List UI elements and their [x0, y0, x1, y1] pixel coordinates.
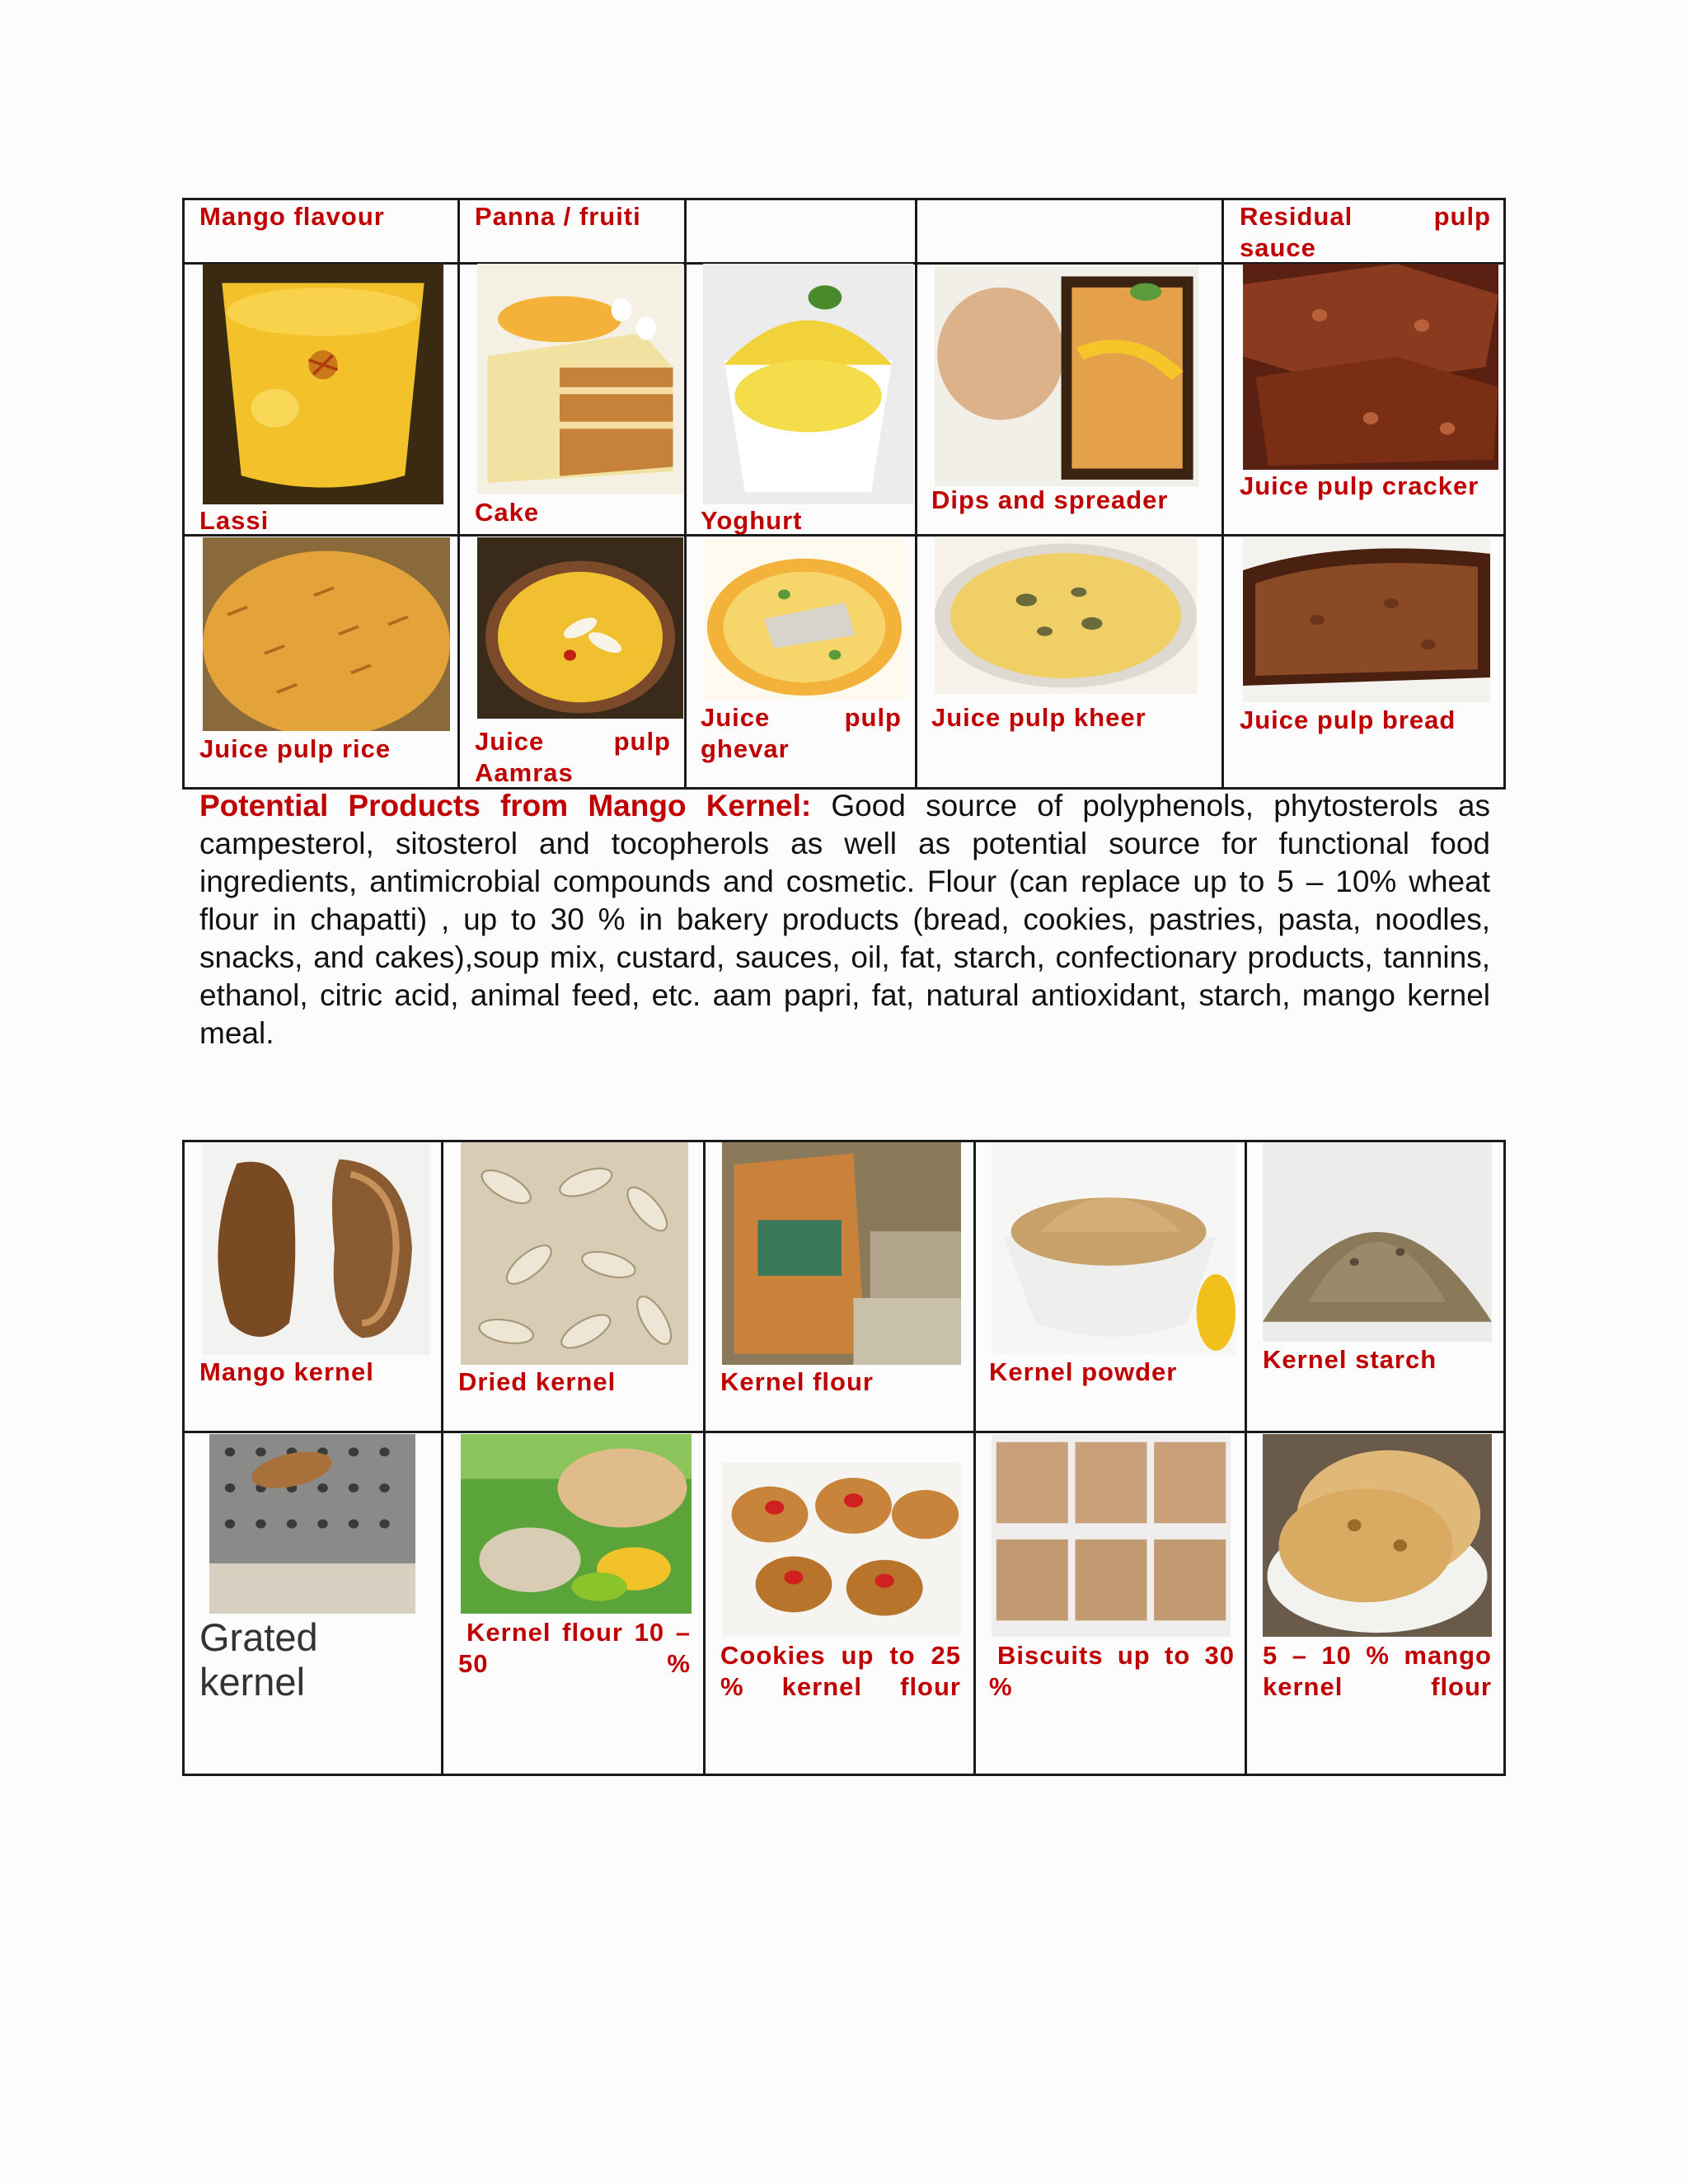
bottom-table-border-bottom [182, 1774, 1506, 1776]
lassi-photo [203, 264, 443, 504]
kernel-description [199, 787, 1490, 1052]
caption-kernel-starch: Kernel starch [1263, 1345, 1437, 1374]
bottom-table-col-divider [441, 1140, 443, 1776]
caption-yoghurt: Yoghurt [701, 506, 803, 535]
bread-photo [1243, 537, 1490, 702]
top-table-col-divider [684, 198, 687, 790]
caption-juice-pulp-cracker: Juice pulp cracker [1240, 471, 1479, 500]
flour-bag-photo [722, 1142, 961, 1365]
chapatti-photo [1263, 1434, 1492, 1637]
grater-photo [209, 1434, 415, 1614]
biscuits-photo [992, 1434, 1231, 1637]
bottom-table-col-divider [973, 1140, 976, 1776]
rice-photo [203, 537, 450, 731]
starch-photo [1263, 1142, 1492, 1342]
top-table-col-divider [1221, 198, 1224, 790]
bakery-photo [461, 1434, 692, 1614]
caption-juice-pulp-rice: Juice pulp rice [199, 734, 392, 763]
powder-photo [992, 1142, 1236, 1355]
caption-panna-fruiti: Panna / fruiti [475, 202, 641, 231]
cracker-photo [1243, 264, 1498, 470]
aamras-photo [477, 537, 683, 719]
top-table-col-divider [915, 198, 917, 790]
caption-kernel-flour: Kernel flour [720, 1367, 874, 1396]
yoghurt-photo [703, 264, 913, 504]
caption-mango-kernel-flour: 5 – 10 % mango kernel flour [1263, 1641, 1492, 1701]
cookies-photo [722, 1462, 961, 1637]
caption-dried-kernel: Dried kernel [458, 1367, 617, 1396]
kernel-photo [203, 1142, 430, 1355]
top-table-border-left [182, 198, 185, 790]
bottom-table-border-left [182, 1140, 185, 1776]
bottom-table-col-divider [703, 1140, 706, 1776]
kheer-photo [935, 537, 1197, 694]
caption-cake: Cake [475, 498, 540, 527]
bottom-table-col-divider [1245, 1140, 1247, 1776]
caption-juice-pulp-ghevar: Juice pulp ghevar [701, 703, 902, 763]
top-table-col-divider [457, 198, 460, 790]
dips-photo [935, 265, 1198, 486]
caption-lassi: Lassi [199, 506, 270, 535]
top-table-border-top [182, 198, 1506, 200]
caption-kernel-powder: Kernel powder [989, 1357, 1178, 1386]
bottom-table-border-right [1503, 1140, 1506, 1776]
caption-residual-pulp-sauce: Residual pulp sauce [1240, 202, 1491, 262]
caption-grated-kernel: Grated kernel [199, 1615, 318, 1704]
kernel-body-text: Good source of polyphenols, phytosterols as campesterol, sitosterol and tocopherols as well as potential source for functional food ingredients, antimicrobial compounds and cosmetic. Flour (can replace up to 5 – 10% wheat flour in chapatti) , up to 30 % in bakery products (bread, cookies, pastries, pasta, noodles, snacks, and cakes),soup mix, custard, sauces, oil, fat, starch, confectionary products, tannins, ethanol, citric acid, animal feed, etc. aam papri, fat, natural antioxidant, starch, mango kernel meal. [199, 789, 1490, 1050]
caption-mango-flavour: Mango flavour [199, 202, 385, 231]
caption-juice-pulp-bread: Juice pulp bread [1240, 705, 1456, 734]
caption-juice-pulp-kheer: Juice pulp kheer [931, 703, 1146, 732]
top-table-border-right [1503, 198, 1506, 790]
ghevar-photo [703, 537, 906, 701]
caption-mango-kernel: Mango kernel [199, 1357, 374, 1386]
dried-kernel-photo [461, 1142, 688, 1365]
caption-cookies-25: Cookies up to 25 % kernel flour [720, 1641, 961, 1701]
top-table-row-divider [182, 534, 1506, 537]
caption-kernel-flour-10-50: Kernel flour 10 – 50 % [458, 1618, 691, 1678]
caption-biscuits-30: Biscuits up to 30 % [989, 1641, 1235, 1701]
bottom-table-row-divider [182, 1431, 1506, 1433]
cake-photo [477, 264, 683, 494]
caption-dips-and-spreader: Dips and spreader [931, 485, 1169, 514]
caption-juice-pulp-aamras: Juice pulp Aamras [475, 727, 671, 787]
kernel-heading: Potential Products from Mango Kernel: [199, 789, 812, 823]
